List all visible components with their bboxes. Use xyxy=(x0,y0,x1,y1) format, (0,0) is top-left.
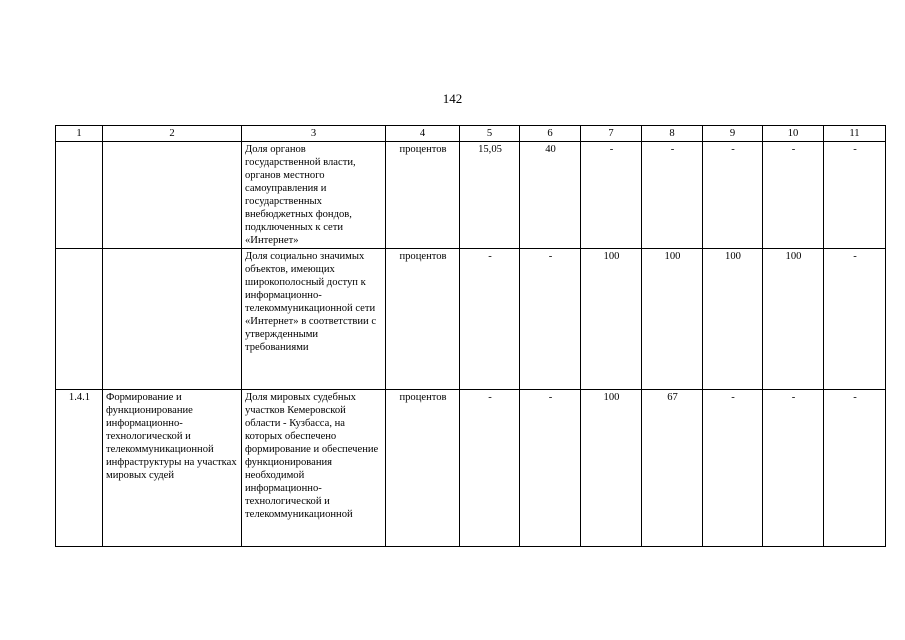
value-cell: 100 xyxy=(703,249,763,390)
header-cell: 7 xyxy=(581,126,642,142)
code-cell: 1.4.1 xyxy=(56,390,103,547)
header-cell: 10 xyxy=(763,126,824,142)
header-cell: 4 xyxy=(386,126,460,142)
activity-cell xyxy=(103,249,242,390)
value-cell: - xyxy=(824,142,886,249)
value-cell: - xyxy=(460,249,520,390)
value-cell: - xyxy=(703,390,763,547)
indicator-cell: Доля социально значимых объектов, имеющих широкополосный доступ к информационно-телекоммуникационной сети «Интернет» в соответствии с утвержденными требованиями xyxy=(242,249,386,390)
code-cell xyxy=(56,249,103,390)
value-cell: 40 xyxy=(520,142,581,249)
code-cell xyxy=(56,142,103,249)
value-cell: 100 xyxy=(581,249,642,390)
page-number: 142 xyxy=(442,91,463,106)
header-cell: 1 xyxy=(56,126,103,142)
value-cell: - xyxy=(824,390,886,547)
table-row xyxy=(56,390,886,547)
indicator-cell: Доля органов государственной власти, органов местного самоуправления и государственных внебюджетных фондов, подключенных к сети «Интернет» xyxy=(242,142,386,249)
header-cell: 3 xyxy=(242,126,386,142)
unit-cell: процентов xyxy=(386,142,460,249)
header-cell: 11 xyxy=(824,126,886,142)
header-cell: 9 xyxy=(703,126,763,142)
value-cell: 100 xyxy=(581,390,642,547)
value-cell: - xyxy=(763,142,824,249)
activity-cell: Формирование и функционирование информационно-технологической и телекоммуникационной инфраструктуры на участках мировых судей xyxy=(103,390,242,547)
table-row xyxy=(56,249,886,390)
header-cell: 8 xyxy=(642,126,703,142)
value-cell: - xyxy=(520,390,581,547)
value-cell: 100 xyxy=(763,249,824,390)
indicators-table xyxy=(55,125,886,547)
table-row xyxy=(56,142,886,249)
value-cell: 100 xyxy=(642,249,703,390)
unit-cell: процентов xyxy=(386,390,460,547)
activity-cell xyxy=(103,142,242,249)
value-cell: - xyxy=(763,390,824,547)
indicator-cell: Доля мировых судебных участков Кемеровской области - Кузбасса, на которых обеспечено формирование и обеспечение функционирования необходимой информационно-технологической и телекоммуникационной xyxy=(242,390,386,547)
value-cell: - xyxy=(703,142,763,249)
value-cell: - xyxy=(581,142,642,249)
value-cell: - xyxy=(824,249,886,390)
value-cell: 15,05 xyxy=(460,142,520,249)
header-cell: 6 xyxy=(520,126,581,142)
value-cell: - xyxy=(460,390,520,547)
table-header-row xyxy=(56,126,886,142)
value-cell: - xyxy=(520,249,581,390)
value-cell: 67 xyxy=(642,390,703,547)
header-cell: 5 xyxy=(460,126,520,142)
header-cell: 2 xyxy=(103,126,242,142)
unit-cell: процентов xyxy=(386,249,460,390)
value-cell: - xyxy=(642,142,703,249)
